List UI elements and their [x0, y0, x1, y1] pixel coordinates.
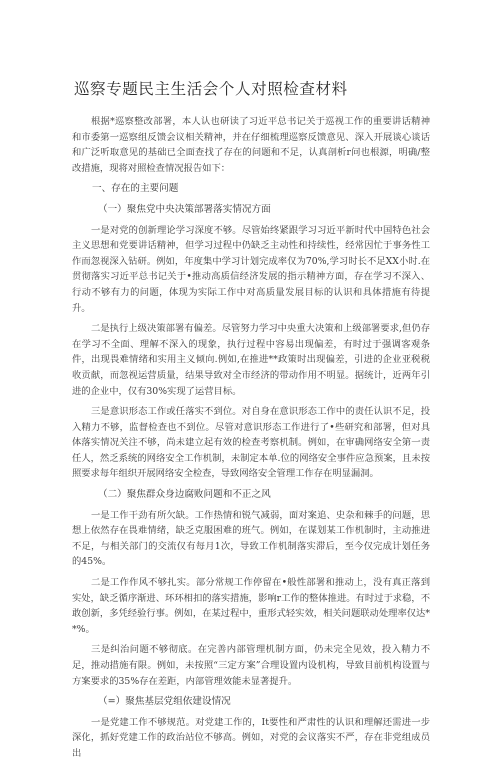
body-paragraph: 一是对党的创新理论学习深度不够。尽管始终紧跟学习习近平新时代中国特色社会主义思想和党要讲话精神，但学习过程中仍缺乏主动性和持续性，经常因忙于事务性工作而忽视深入钻研。例如，年度集中学习计划完成率仅为70%,学习时长不足XX小时.在贯彻落实习近平总书记关于•推动高质信经济发展的指示精神方面，存在学习不深入、行动不够有力的问题，体现为实际工作中对高质量发展目标的认识和具体措施有待提升。 — [72, 224, 430, 314]
section-heading: 一、存在的主要问题 — [92, 183, 179, 195]
body-paragraph: 三是意识形态工作或任落实不到位。对自身在意识形态工作中的责任认识不足，投入精力不够，监督检查也不到位。尽管对意识形态工作进行了•些研究和部署，但对具体落实情况关注不够，尚未建立起有效的检查考察机制。例如，在审确网络安全第一责任人，然乏系统的网络安全工作机制，未制定本单.位的网络安全事件应急预案，且未按照要求每年组织开展网络安全检查，导致网络安全管理工作存在明显漏洞。 — [72, 406, 430, 480]
body-paragraph: 二是工作作风不够扎实。部分常规工作停留在•般性部署和推动上，没有真正落到实处，缺乏循序渐进、环环相扣的落实措施，影响r工作的整体推进。有时过于求稳，不敢创新，多凭经验行事。例如，在某过程中，重形式轻实效，相关问题联动处理率仅达**%。 — [72, 577, 430, 635]
body-paragraph: 一是工作干劲有所欠缺。工作热情和锐气减弱，面对案追、史杂和棘手的问题，思想上依然存在畏难情绪，缺乏克服困难的班气。例如，在谋划某工作机制时，主动推进不足，与相关部门的交流仅有每月1次，导致工作机制落实滞后，至今仅完成计划任务的45%。 — [72, 509, 430, 568]
intro-paragraph: 根据*巡察整改部署，本人认也研读了习近平总书记关于巡视工作的重要讲话精神和市委第一巡察组反馈会议相关精神，并在仔细梳理巡察反馈意见、深入开展谈心谈话和广泛听取意见的基础已全面查找了存在的问题和不足，认真剖析r问也根源，明确/整改措施，现将对照检查情况报告如下： — [72, 116, 430, 174]
subsection-heading: （一）聚焦党中央决策部署落实情况方面 — [98, 203, 271, 215]
body-paragraph: 一是党建工作不够规范。对党建工作的，It要性和严肃性的认识和理解还需进一步深化，抓好党建工作的政治站位不够高。例如，对党的会议落实不严，存在非党组成员出 — [72, 716, 430, 759]
body-paragraph: 二是执行上级决策部署有偏差。尽管努力学习中央重大决策和上级部署要求,但仍存在学习不全面、理解不深入的现象，执行过程中容易出现偏差，有时过于强调客观条件，出现畏难情绪和实用主义倾向.例如,在推进**政策时出现偏差，引进的企业亚税税收贡献，而忽视运营质量，结果导致对全市经济的带动作用不明显。据统计，近两年引进的企业中，仅有30%实现了运营目标。 — [72, 323, 430, 397]
document-title: 巡察专题民主生活会个人对照检查材料 — [74, 80, 348, 98]
subsection-heading: （二）聚焦群众身边腐败问题和不正之风 — [98, 489, 271, 501]
subsection-heading: （=）聚焦基层党组依建设情况 — [98, 696, 231, 708]
body-paragraph: 三是纠治问题不够彻底。在完善内部管理机制方面，仍未完全见效，投入精力不足，推动措施有限。例如，未按照“三定方案”合理设置内设机构，导致目前机构设置与方案要求的35%存在差距，内部管理效能未显著提升。 — [72, 644, 430, 687]
